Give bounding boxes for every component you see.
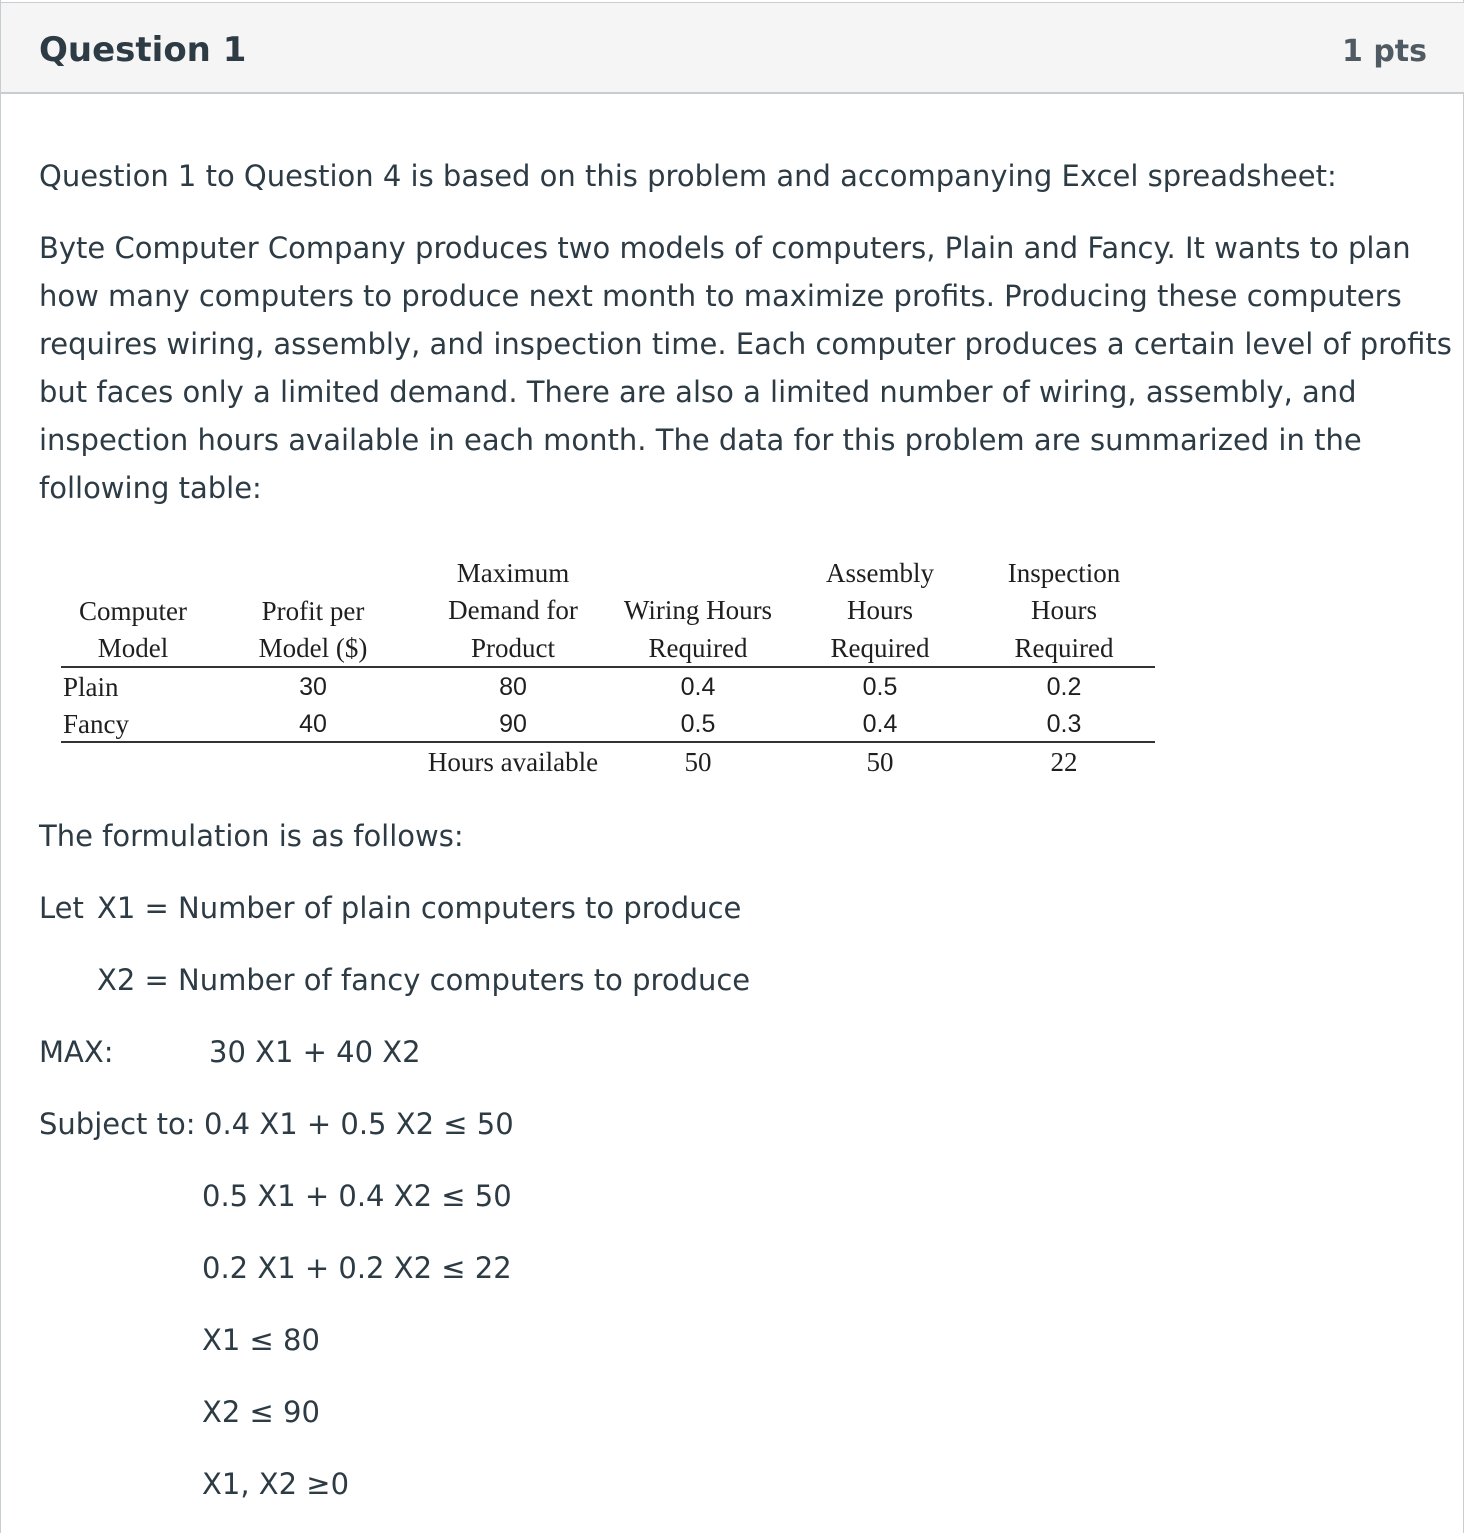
footer-inspection: 22 (1050, 747, 1078, 777)
formulation-heading: The formulation is as follows: (39, 819, 464, 853)
row-fancy-profit: 40 (299, 710, 327, 738)
row-plain-demand: 80 (499, 673, 527, 701)
question-title: Question 1 (39, 30, 247, 70)
header-model-2: Model (97, 633, 169, 663)
x1-definition: X1 = Number of plain computers to produce (97, 891, 742, 925)
row-fancy-model: Fancy (63, 709, 129, 739)
problem-line: how many computers to produce next month to maximize profits. Producing these computers (39, 279, 1402, 313)
header-wiring-1: Wiring Hours (623, 595, 773, 625)
header-wiring-2: Required (648, 633, 748, 663)
header-assembly-1: Assembly (826, 558, 934, 588)
let-label: Let (39, 891, 84, 925)
row-plain-assembly: 0.5 (862, 673, 898, 701)
row-plain-model: Plain (63, 672, 119, 702)
header-assembly-2: Hours (847, 595, 913, 625)
footer-assembly: 50 (866, 747, 894, 777)
max-label: MAX: (39, 1035, 114, 1069)
problem-line: inspection hours available in each month. The data for this problem are summarized in the (39, 423, 1362, 457)
table-rule (61, 666, 1155, 668)
constraint: X1, X2 ≥0 (202, 1467, 350, 1501)
row-plain-wiring: 0.4 (680, 673, 716, 701)
header-assembly-3: Required (830, 633, 930, 663)
row-plain-profit: 30 (299, 673, 327, 701)
constraint: 0.2 X1 + 0.2 X2 ≤ 22 (202, 1251, 512, 1285)
problem-line: Byte Computer Company produces two models of computers, Plain and Fancy. It wants to plan (39, 231, 1411, 265)
subject-to-label: Subject to: (39, 1107, 196, 1141)
constraint: 0.4 X1 + 0.5 X2 ≤ 50 (204, 1107, 514, 1141)
header-inspection-3: Required (1014, 633, 1114, 663)
header-inspection-2: Hours (1031, 595, 1097, 625)
row-plain-inspection: 0.2 (1046, 673, 1082, 701)
header-profit-1: Profit per (261, 596, 365, 626)
row-fancy-demand: 90 (499, 710, 527, 738)
row-fancy-assembly: 0.4 (862, 710, 898, 738)
footer-wiring: 50 (684, 747, 712, 777)
row-fancy-inspection: 0.3 (1046, 710, 1082, 738)
header-model-1: Computer (79, 596, 187, 626)
header-demand-1: Maximum (456, 558, 570, 588)
header-demand-3: Product (471, 633, 555, 663)
row-fancy-wiring: 0.5 (680, 710, 716, 738)
problem-line: but faces only a limited demand. There are also a limited number of wiring, assembly, and (39, 375, 1357, 409)
footer-hours-label: Hours available (427, 747, 599, 777)
header-demand-2: Demand for (448, 595, 578, 625)
constraint: X1 ≤ 80 (202, 1323, 320, 1357)
header-inspection-1: Inspection (1007, 558, 1121, 588)
constraint: X2 ≤ 90 (202, 1395, 320, 1429)
data-table (61, 556, 1155, 786)
objective-function: 30 X1 + 40 X2 (209, 1035, 421, 1069)
question-points: 1 pts (1342, 34, 1427, 69)
x2-definition: X2 = Number of fancy computers to produce (97, 963, 751, 997)
problem-line: following table: (39, 471, 262, 505)
problem-line: requires wiring, assembly, and inspection time. Each computer produces a certain level of profits (39, 327, 1452, 361)
header-profit-2: Model ($) (258, 633, 368, 663)
question-header (1, 2, 1464, 94)
constraint: 0.5 X1 + 0.4 X2 ≤ 50 (202, 1179, 512, 1213)
intro-text: Question 1 to Question 4 is based on this problem and accompanying Excel spreadsheet: (39, 159, 1337, 193)
